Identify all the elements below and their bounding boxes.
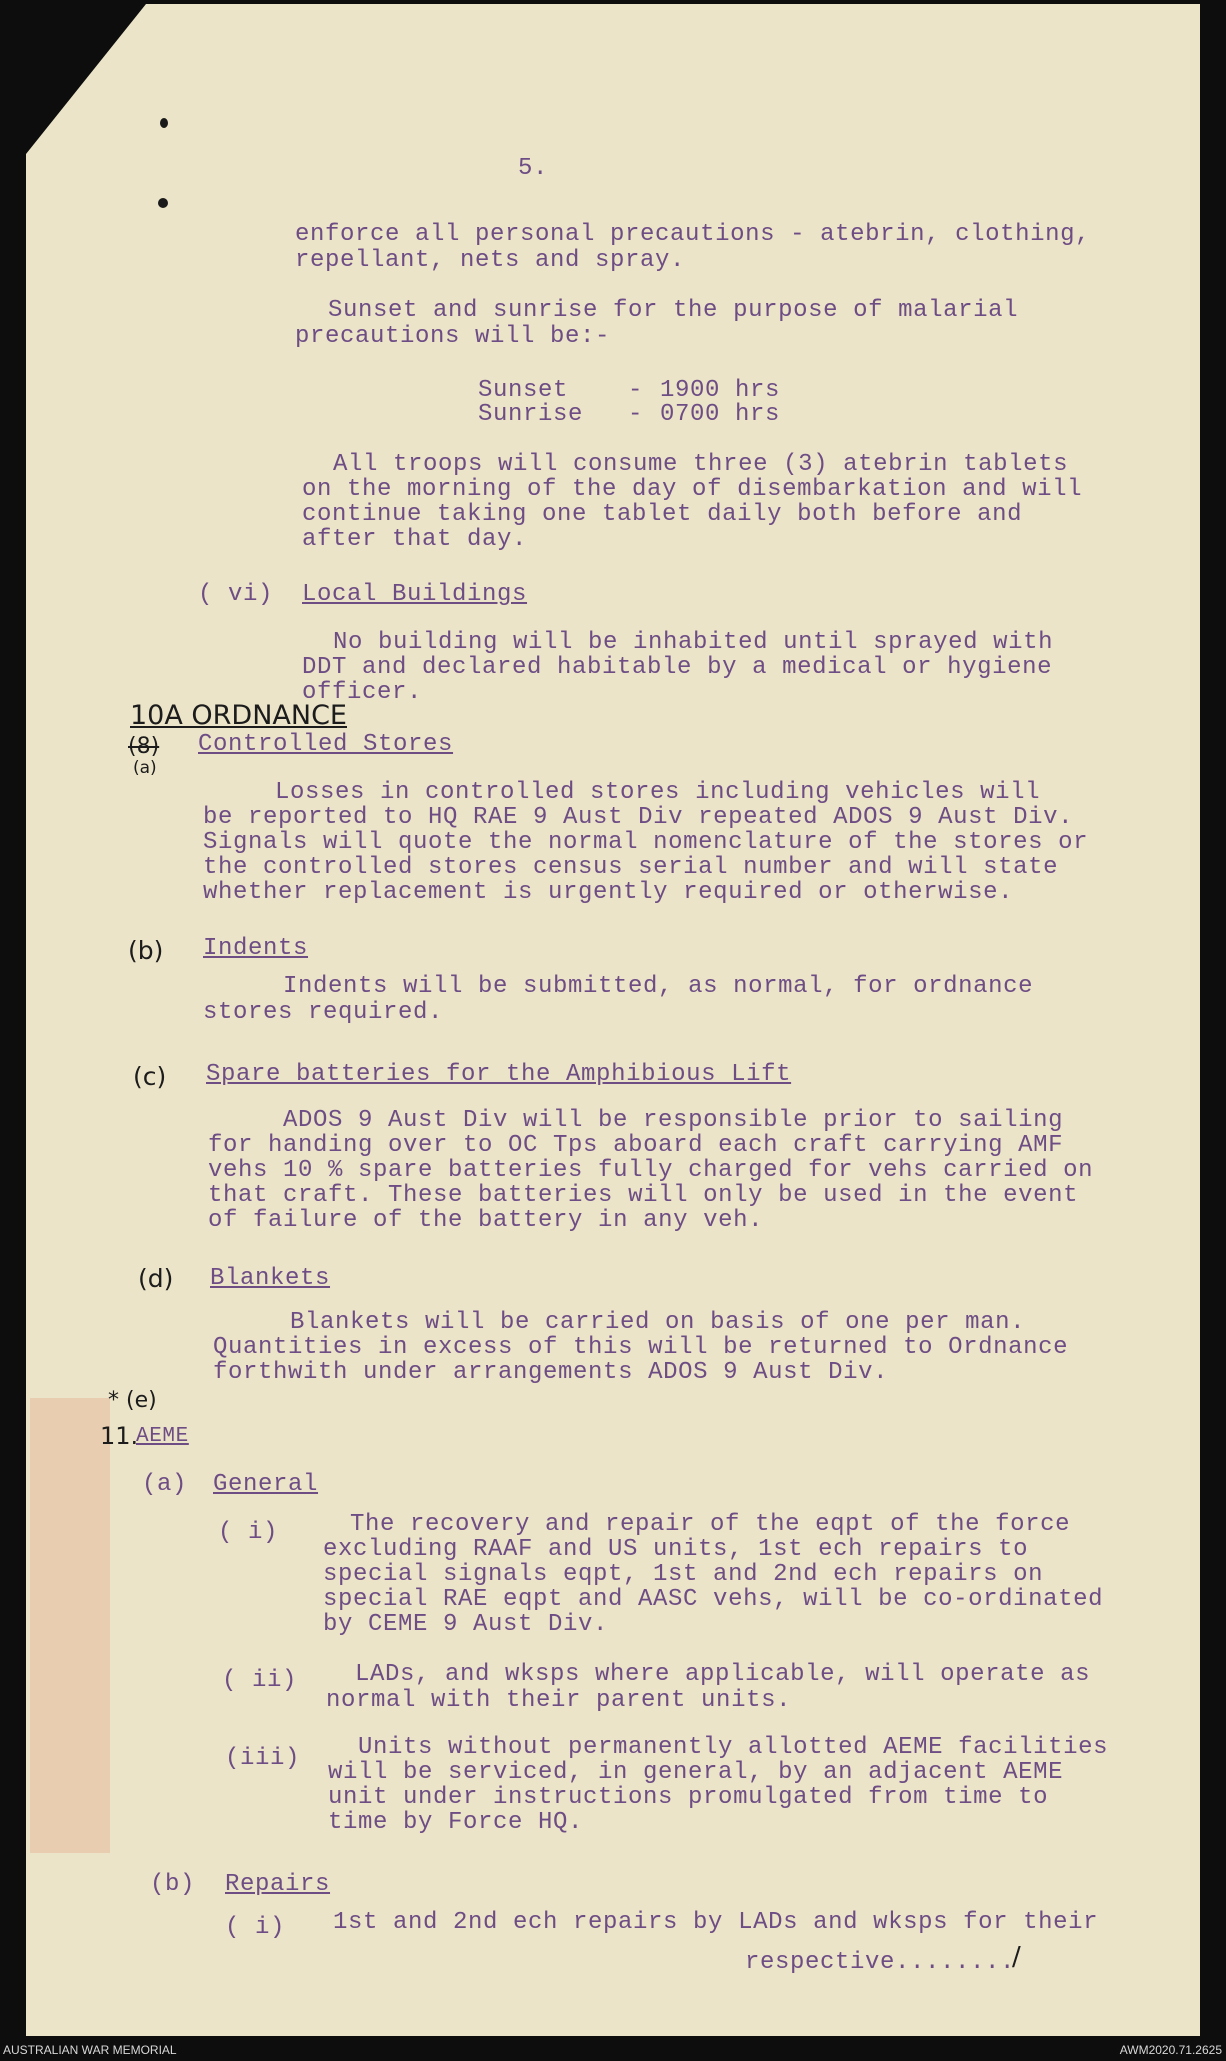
paper-tape (30, 1398, 110, 1853)
body-line: Quantities in excess of this will be returned to Ordnance (213, 1334, 1069, 1361)
footer-left: AUSTRALIAN WAR MEMORIAL (3, 2043, 177, 2057)
body-line: special RAE eqpt and AASC vehs, will be co-ordinated (323, 1586, 1104, 1613)
handwritten-struck-label: (8) (128, 734, 160, 759)
body-line: the controlled stores census serial number and will state (203, 854, 1059, 881)
punch-hole (160, 118, 168, 128)
body-line: Blankets will be carried on basis of one per man. (290, 1309, 1026, 1336)
time-value: 0700 hrs (660, 401, 781, 428)
footer-right: AWM2020.71.2625 (1119, 2043, 1222, 2057)
body-line: special signals eqpt, 1st and 2nd ech repairs on (323, 1561, 1044, 1588)
punch-hole (158, 198, 168, 208)
body-line: will be serviced, in general, by an adjacent AEME (328, 1759, 1064, 1786)
body-line: time by Force HQ. (328, 1809, 584, 1836)
time-value: 1900 hrs (660, 377, 781, 404)
subsection-label: (a) (142, 1471, 188, 1498)
handwritten-ordnance-heading: 10A ORDNANCE (130, 700, 347, 731)
body-line: for handing over to OC Tps aboard each craft carrying AMF (208, 1132, 1064, 1159)
body-line: after that day. (302, 526, 528, 553)
body-line: unit under instructions promulgated from time to (328, 1784, 1049, 1811)
section-title: Indents (203, 935, 309, 962)
body-line: Sunset and sunrise for the purpose of malarial (328, 297, 1019, 324)
handwritten-label-a: (a) (133, 758, 157, 778)
subsection-title: General (213, 1471, 319, 1498)
body-line: 1st and 2nd ech repairs by LADs and wksps for their (333, 1909, 1099, 1936)
handwritten-label-e: * (e) (108, 1388, 157, 1413)
body-line: LADs, and wksps where applicable, will operate as (355, 1661, 1091, 1688)
body-line: All troops will consume three (3) atebrin tablets (333, 451, 1069, 478)
section-title: Spare batteries for the Amphibious Lift (206, 1061, 792, 1088)
subsection-title: Repairs (225, 1871, 331, 1898)
body-line: DDT and declared habitable by a medical or hygiene (302, 654, 1053, 681)
page-number: 5. (518, 155, 549, 182)
item-number: (iii) (225, 1745, 301, 1772)
handwritten-slash: / (1012, 1942, 1021, 1972)
body-line: normal with their parent units. (326, 1687, 792, 1714)
time-sep: - (628, 401, 644, 428)
time-sep: - (628, 377, 644, 404)
body-line: Losses in controlled stores including vehicles will (275, 779, 1041, 806)
body-line: of failure of the battery in any veh. (208, 1207, 764, 1234)
handwritten-aeme-number: 11. (100, 1422, 139, 1450)
item-number: ( i) (225, 1914, 286, 1941)
section-title: Controlled Stores (198, 731, 454, 758)
body-line: officer. (302, 679, 423, 706)
body-line: repellant, nets and spray. (295, 247, 686, 274)
item-number: ( ii) (222, 1667, 298, 1694)
page-corner-fold (26, 4, 146, 154)
body-line: whether replacement is urgently required or otherwise. (203, 879, 1014, 906)
body-line: The recovery and repair of the eqpt of the force (350, 1511, 1071, 1538)
handwritten-label-b: (b) (128, 936, 164, 965)
body-line: Signals will quote the normal nomenclature of the stores or (203, 829, 1089, 856)
aeme-title: AEME (136, 1425, 189, 1448)
body-line: forthwith under arrangements ADOS 9 Aust Div. (213, 1359, 889, 1386)
body-line: on the morning of the day of disembarkation and will (302, 476, 1083, 503)
section-title: Blankets (210, 1265, 331, 1292)
body-line: No building will be inhabited until sprayed with (333, 629, 1054, 656)
continuation-text: respective........ (745, 1949, 1016, 1976)
body-line: Units without permanently allotted AEME facilities (358, 1734, 1109, 1761)
body-line: ADOS 9 Aust Div will be responsible prior to sailing (283, 1107, 1064, 1134)
body-line: excluding RAAF and US units, 1st ech repairs to (323, 1536, 1029, 1563)
body-line: that craft. These batteries will only be used in the event (208, 1182, 1079, 1209)
body-line: be reported to HQ RAE 9 Aust Div repeated ADOS 9 Aust Div. (203, 804, 1074, 831)
section-number: ( vi) (198, 581, 274, 608)
item-number: ( i) (218, 1519, 279, 1546)
body-line: precautions will be:- (295, 323, 611, 350)
time-label: Sunset (478, 377, 569, 404)
body-line: enforce all personal precautions - atebrin, clothing, (295, 221, 1091, 248)
handwritten-label-d: (d) (138, 1264, 174, 1293)
section-title: Local Buildings (302, 581, 528, 608)
time-label: Sunrise (478, 401, 584, 428)
body-line: continue taking one tablet daily both before and (302, 501, 1023, 528)
body-line: Indents will be submitted, as normal, for ordnance (283, 973, 1034, 1000)
body-line: by CEME 9 Aust Div. (323, 1611, 609, 1638)
body-line: stores required. (203, 999, 444, 1026)
handwritten-label-c: (c) (133, 1062, 167, 1091)
body-line: vehs 10 % spare batteries fully charged for vehs carried on (208, 1157, 1094, 1184)
subsection-label: (b) (150, 1871, 196, 1898)
